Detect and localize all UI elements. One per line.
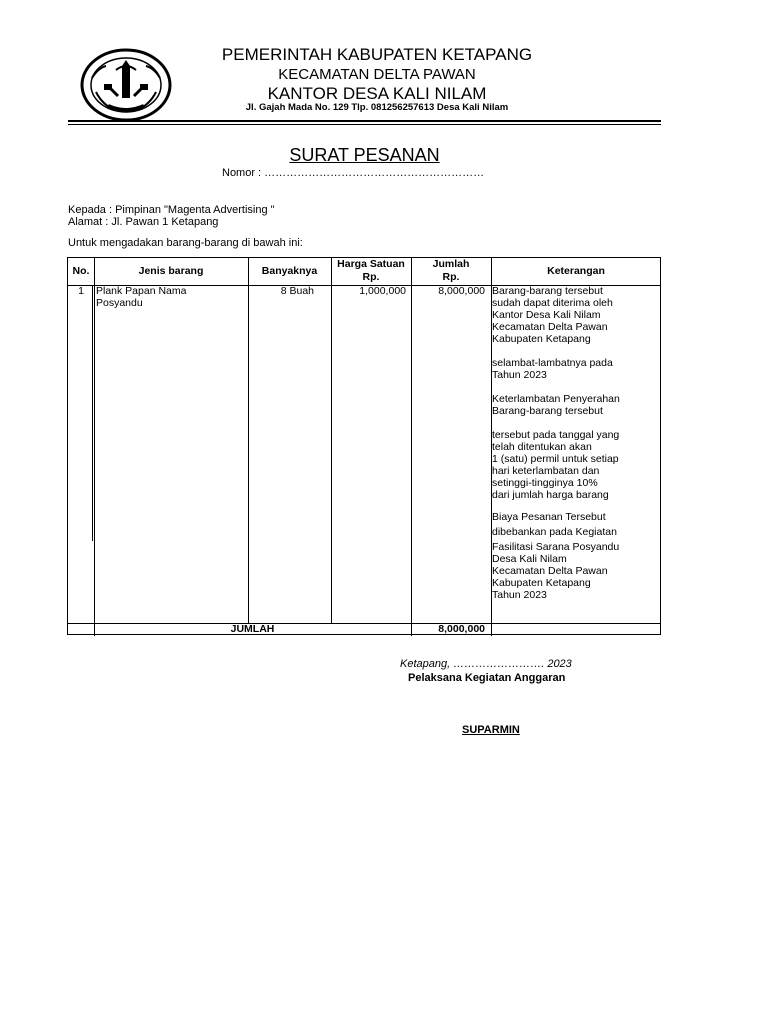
header-rule-thin <box>68 124 661 125</box>
row-quantity: 8 Buah <box>280 285 314 297</box>
signature-name: SUPARMIN <box>462 724 520 736</box>
header-government: PEMERINTAH KABUPATEN KETAPANG <box>221 45 533 64</box>
row-amount: 8,000,000 <box>438 285 485 297</box>
col-header-unit-price: Harga Satuan Rp. <box>337 258 405 283</box>
col-header-amount: Jumlah Rp. <box>432 258 470 283</box>
signature-role: Pelaksana Kegiatan Anggaran <box>408 672 566 684</box>
order-table <box>67 257 661 635</box>
intro-line: Untuk mengadakan barang-barang di bawah ini: <box>68 237 303 249</box>
address-line: Alamat : Jl. Pawan 1 Ketapang <box>68 216 219 228</box>
col-header-quantity: Banyaknya <box>261 265 318 277</box>
header-office: KANTOR DESA KALI NILAM <box>267 84 487 103</box>
document-title: SURAT PESANAN <box>289 145 440 165</box>
total-amount: 8,000,000 <box>438 623 485 635</box>
col-header-notes: Keterangan <box>547 265 605 277</box>
total-label: JUMLAH <box>230 623 275 635</box>
header-rule-thick <box>68 120 661 122</box>
col-header-item: Jenis barang <box>138 265 204 277</box>
document-number: Nomor : …………………………………………………… <box>222 167 485 179</box>
row-item-name: Plank Papan Nama Posyandu <box>96 285 187 309</box>
col-header-no: No. <box>72 265 90 277</box>
row-number: 1 <box>78 285 84 297</box>
row-notes: Barang-barang tersebut sudah dapat diterima oleh Kantor Desa Kali Nilam Kecamatan Delta Pawan Kabupaten Ketapang selambat-lambatnya pada Tahun 2023 Keterlambatan Penyerahan Barang-barang tersebut tersebut pada tanggal yang telah ditentukan akan 1 (satu) permil untuk setiap hari keterlambatan dan setinggi-tingginya 10% dari jumlah harga barang Biaya Pesanan Tersebut dibebankan pada Kegiatan Fasilitasi Sarana Posyandu Desa Kali Nilam Kecamatan Delta Pawan Kabupaten Ketapang Tahun 2023 <box>492 285 620 601</box>
row-unit-price: 1,000,000 <box>359 285 406 297</box>
header-address: Jl. Gajah Mada No. 129 Tlp. 081256257613 Desa Kali Nilam <box>245 102 509 113</box>
recipient-line: Kepada : Pimpinan "Magenta Advertising " <box>68 204 275 216</box>
signature-place-date: Ketapang, ……………………. 2023 <box>400 658 572 670</box>
header-district: KECAMATAN DELTA PAWAN <box>278 66 476 83</box>
